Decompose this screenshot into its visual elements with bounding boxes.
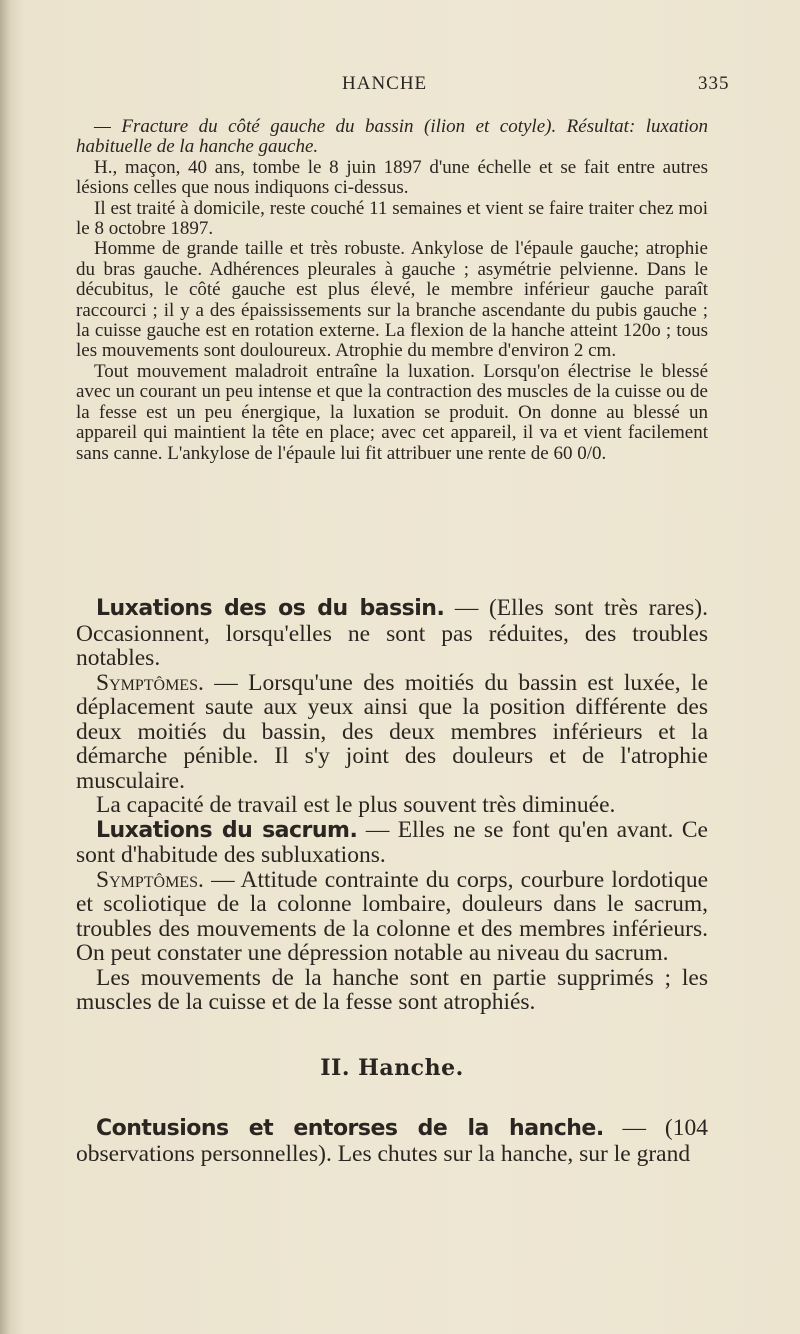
bassin-paragraph	[76, 596, 708, 671]
page-number: 335	[698, 73, 730, 94]
case-paragraph-3: Homme de grande taille et très robuste. Ankylose de l'épaule gauche; atrophie du bras gauche. Adhérences pleurales à gauche ; asymétrie pelvienne. Dans le décubitus, le côté gauche est plus élevé, le membre inférieur gauche paraît raccourci ; il y a des épaississements sur la branche ascendante du pubis gauche ; la cuisse gauche est en rotation externe. La flexion de la hanche atteint 120o ; tous les mouvements sont douloureux. Atrophie du membre d'environ 2 cm.	[76, 238, 708, 362]
bassin-symptoms-label: Symptômes.	[96, 669, 204, 696]
bassin-heading: Luxations des os du bassin.	[96, 596, 445, 621]
sacrum-symptoms-label: Symptômes.	[96, 866, 204, 893]
contusions-intro: — (104 observations personnelles). Les chutes sur la hanche, sur le grand	[76, 1115, 708, 1167]
main-text	[76, 596, 708, 1166]
sacrum-intro: — Elles ne se font qu'en avant. Ce sont d'habitude des subluxations.	[76, 816, 708, 868]
bassin-symptoms	[76, 671, 708, 794]
case-report	[76, 117, 708, 464]
sacrum-movements: Les mouvements de la hanche sont en partie supprimés ; les muscles de la cuisse et de la fesse sont atrophiés.	[76, 964, 708, 1015]
case-paragraph-4: Tout mouvement maladroit entraîne la luxation. Lorsqu'on électrise le blessé avec un courant un peu intense et que la contraction des muscles de la cuisse ou de la fesse est un peu énergique, la luxation se produit. On donne au blessé un appareil qui maintient la tête en place; avec cet appareil, il va et vient facilement sans canne. L'ankylose de l'épaule lui fit attribuer une rente de 60 0/0.	[76, 360, 708, 464]
case-title: — Fracture du côté gauche du bassin (ilion et cotyle). Résultat: luxation habituelle de la hanche gauche.	[76, 116, 708, 158]
sacrum-heading: Luxations du sacrum.	[96, 817, 358, 843]
bassin-intro: — (Elles sont très rares). Occasionnent, lorsqu'elles ne sont pas réduites, des troubles notables.	[76, 595, 708, 671]
contusions-heading: Contusions et entorses de la hanche.	[96, 1116, 604, 1141]
running-header	[0, 73, 800, 103]
case-paragraph-2: Il est traité à domicile, reste couché 11 semaines et vient se faire traiter chez moi le 8 octobre 1897.	[76, 197, 708, 240]
bassin-symptoms-text: — Lorsqu'une des moitiés du bassin est luxée, le déplacement saute aux yeux ainsi que la position différente des deux moitiés du bassin, des deux membres inférieurs et la démarche pénible. Il s'y joint des douleurs et de l'atrophie musculaire.	[76, 669, 708, 794]
sacrum-symptoms	[76, 868, 708, 966]
running-title: HANCHE	[342, 73, 428, 94]
bassin-capacity: La capacité de travail est le plus souvent très diminuée.	[96, 792, 616, 818]
contusions-paragraph	[76, 1116, 708, 1166]
section-title: II. Hanche.	[320, 1054, 464, 1081]
sacrum-paragraph	[76, 818, 708, 868]
sacrum-symptoms-text: — Attitude contrainte du corps, courbure lordotique et scoliotique de la colonne lombaire, douleurs dans le sacrum, troubles des mouvements de la colonne et des membres inférieurs. On peut constater une dépression notable au niveau du sacrum.	[76, 866, 708, 966]
case-paragraph-1: H., maçon, 40 ans, tombe le 8 juin 1897 d'une échelle et se fait entre autres lésions celles que nous indiquons ci-dessus.	[76, 156, 708, 199]
